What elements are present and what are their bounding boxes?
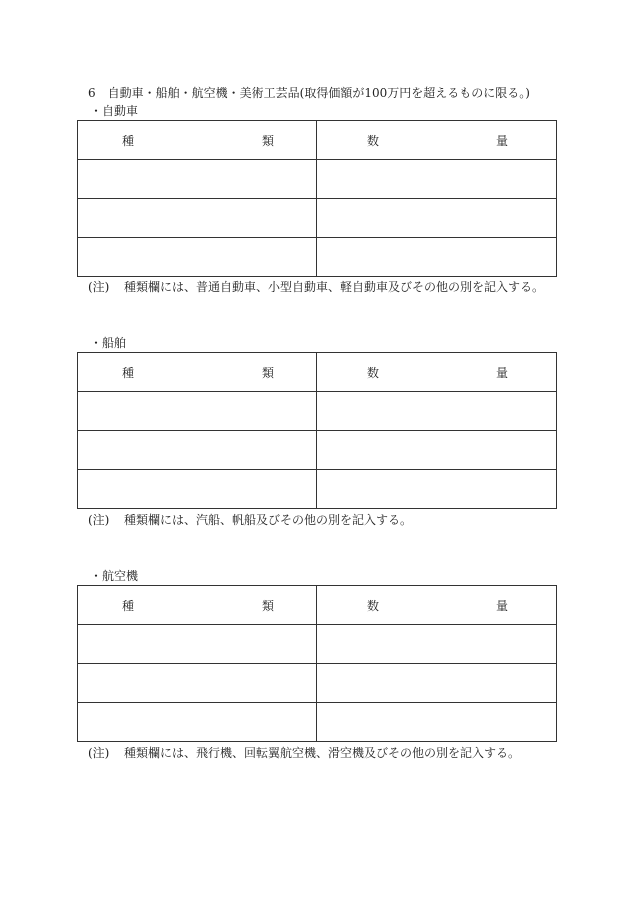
note-automobile: (注) 種類欄には、普通自動車、小型自動車、軽自動車及びその他の別を記入する。 [88,280,545,294]
note-aircraft: (注) 種類欄には、飛行機、回転翼航空機、滑空機及びその他の別を記入する。 [88,746,521,760]
quantity-cell[interactable] [317,431,557,470]
table-row [78,238,557,277]
quantity-cell[interactable] [317,199,557,238]
automobile-table [77,120,557,277]
table-header-row [78,586,557,625]
table-header-row [78,353,557,392]
table-row [78,199,557,238]
kind-cell[interactable] [78,199,317,238]
kind-cell[interactable] [78,625,317,664]
quantity-cell[interactable] [317,664,557,703]
quantity-cell[interactable] [317,703,557,742]
section-heading: 6 自動車・船舶・航空機・美術工芸品(取得価額が100万円を超えるものに限る。) [88,86,530,100]
table-row [78,664,557,703]
kind-cell[interactable] [78,664,317,703]
table-row [78,703,557,742]
kind-cell[interactable] [78,431,317,470]
column-header-quantity: 数 量 [317,586,557,625]
quantity-cell[interactable] [317,238,557,277]
quantity-cell[interactable] [317,160,557,199]
column-header-quantity: 数 量 [317,121,557,160]
table-row [78,625,557,664]
column-header-kind: 種 類 [78,586,317,625]
ship-table [77,352,557,509]
subsection-title-aircraft: ・航空機 [90,569,139,583]
column-header-kind: 種 類 [78,121,317,160]
table-row [78,392,557,431]
quantity-cell[interactable] [317,470,557,509]
table-row [78,431,557,470]
table-header-row [78,121,557,160]
table-row [78,160,557,199]
subsection-title-ship: ・船舶 [90,336,127,350]
quantity-cell[interactable] [317,392,557,431]
column-header-quantity: 数 量 [317,353,557,392]
kind-cell[interactable] [78,238,317,277]
kind-cell[interactable] [78,470,317,509]
kind-cell[interactable] [78,392,317,431]
quantity-cell[interactable] [317,625,557,664]
subsection-title-automobile: ・自動車 [90,104,139,118]
kind-cell[interactable] [78,160,317,199]
table-row [78,470,557,509]
column-header-kind: 種 類 [78,353,317,392]
aircraft-table [77,585,557,742]
note-ship: (注) 種類欄には、汽船、帆船及びその他の別を記入する。 [88,513,413,527]
kind-cell[interactable] [78,703,317,742]
